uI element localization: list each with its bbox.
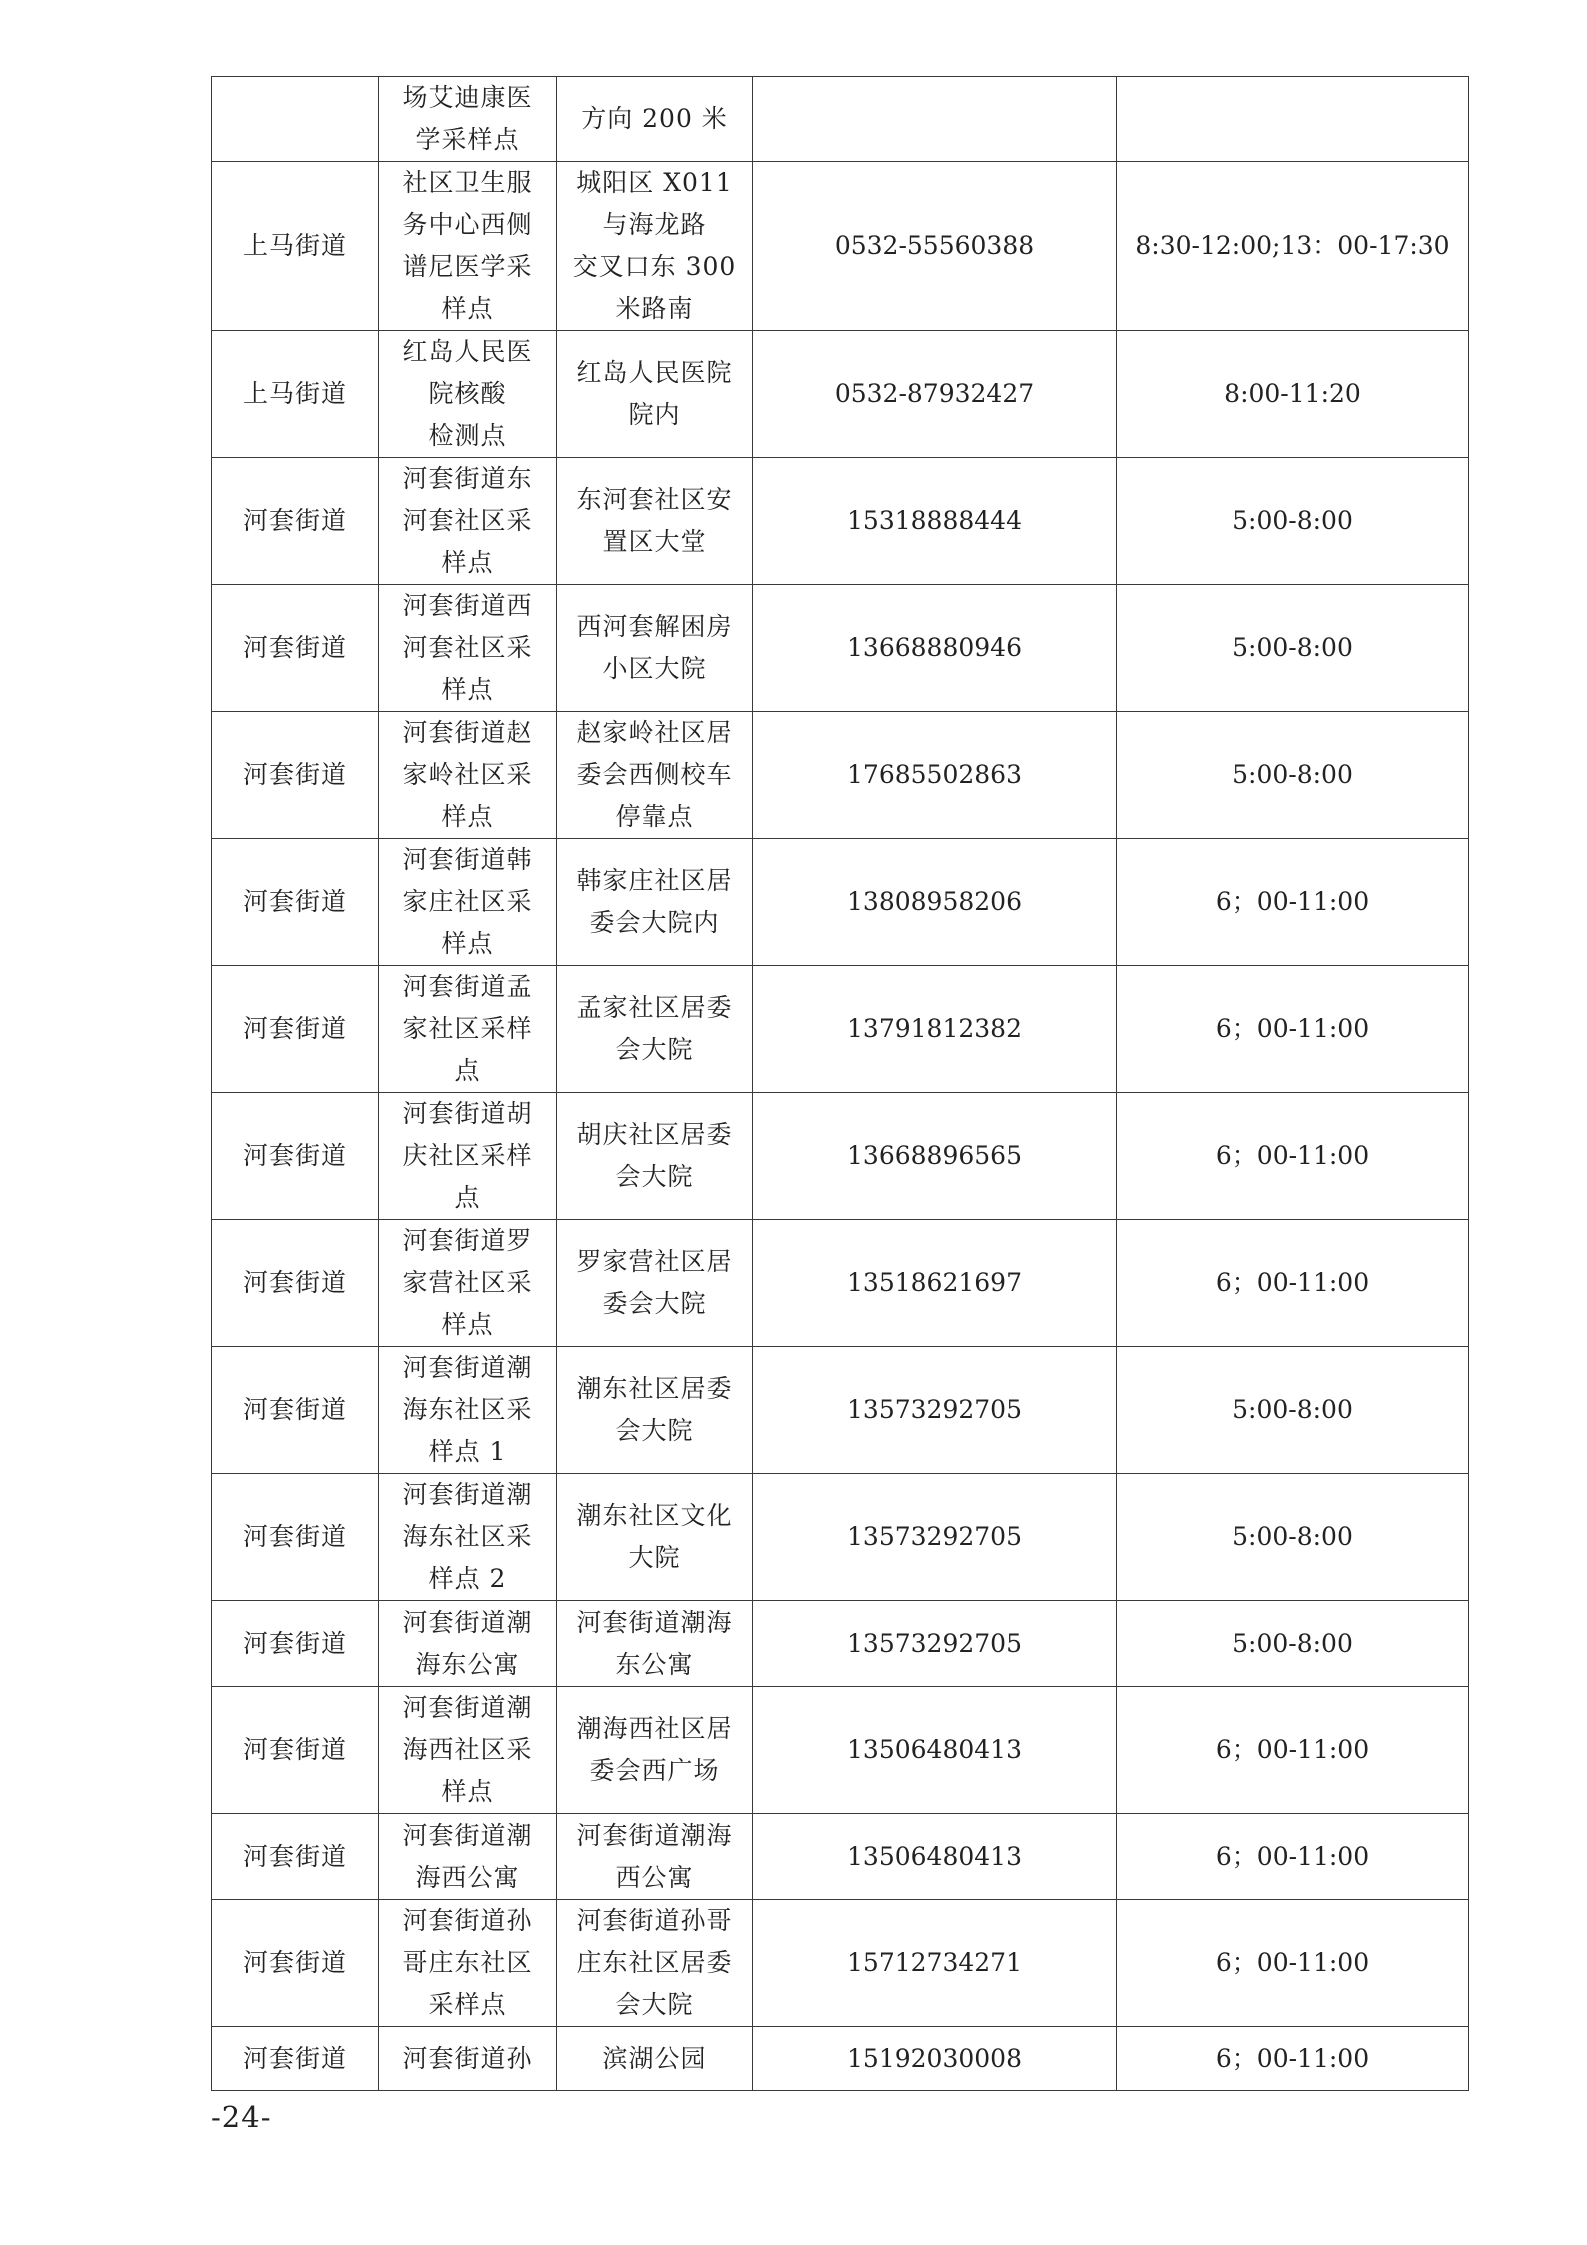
site-cell: 河套街道孙	[379, 2027, 557, 2091]
phone-cell: 13573292705	[753, 1474, 1117, 1601]
table-row	[212, 1814, 1469, 1900]
phone-cell: 13573292705	[753, 1601, 1117, 1687]
table-row	[212, 1900, 1469, 2027]
address-cell: 红岛人民医院 院内	[557, 331, 753, 458]
street-cell: 河套街道	[212, 1814, 379, 1900]
site-cell: 红岛人民医 院核酸 检测点	[379, 331, 557, 458]
table-row	[212, 1220, 1469, 1347]
street-cell: 河套街道	[212, 839, 379, 966]
phone-cell	[753, 77, 1117, 162]
phone-cell: 13808958206	[753, 839, 1117, 966]
address-cell: 潮东社区文化 大院	[557, 1474, 753, 1601]
site-cell: 河套街道孙 哥庄东社区 采样点	[379, 1900, 557, 2027]
phone-cell: 15712734271	[753, 1900, 1117, 2027]
hours-cell: 6；00-11:00	[1117, 2027, 1469, 2091]
address-cell: 方向 200 米	[557, 77, 753, 162]
address-cell: 赵家岭社区居 委会西侧校车 停靠点	[557, 712, 753, 839]
site-cell: 河套街道胡 庆社区采样 点	[379, 1093, 557, 1220]
street-cell: 河套街道	[212, 1900, 379, 2027]
site-cell: 河套街道潮 海东社区采 样点 1	[379, 1347, 557, 1474]
table-row	[212, 712, 1469, 839]
address-cell: 韩家庄社区居 委会大院内	[557, 839, 753, 966]
phone-cell: 13518621697	[753, 1220, 1117, 1347]
phone-cell: 15318888444	[753, 458, 1117, 585]
phone-cell: 0532-55560388	[753, 162, 1117, 331]
table-row	[212, 331, 1469, 458]
table-row	[212, 1347, 1469, 1474]
phone-cell: 15192030008	[753, 2027, 1117, 2091]
table-row	[212, 1687, 1469, 1814]
site-cell: 河套街道潮 海西社区采 样点	[379, 1687, 557, 1814]
table-row	[212, 1093, 1469, 1220]
table-row	[212, 458, 1469, 585]
hours-cell	[1117, 77, 1469, 162]
hours-cell: 5:00-8:00	[1117, 712, 1469, 839]
street-cell: 河套街道	[212, 585, 379, 712]
hours-cell: 6；00-11:00	[1117, 1220, 1469, 1347]
site-cell: 河套街道东 河套社区采 样点	[379, 458, 557, 585]
hours-cell: 6；00-11:00	[1117, 1687, 1469, 1814]
site-cell: 河套街道赵 家岭社区采 样点	[379, 712, 557, 839]
street-cell: 河套街道	[212, 2027, 379, 2091]
address-cell: 潮海西社区居 委会西广场	[557, 1687, 753, 1814]
site-cell: 河套街道潮 海东社区采 样点 2	[379, 1474, 557, 1601]
street-cell: 河套街道	[212, 1220, 379, 1347]
site-cell: 场艾迪康医 学采样点	[379, 77, 557, 162]
street-cell: 河套街道	[212, 1601, 379, 1687]
hours-cell: 6；00-11:00	[1117, 1900, 1469, 2027]
site-cell: 河套街道潮 海东公寓	[379, 1601, 557, 1687]
table-row	[212, 966, 1469, 1093]
hours-cell: 5:00-8:00	[1117, 1474, 1469, 1601]
table-body	[212, 77, 1469, 2091]
phone-cell: 13668896565	[753, 1093, 1117, 1220]
address-cell: 河套街道孙哥 庄东社区居委 会大院	[557, 1900, 753, 2027]
hours-cell: 5:00-8:00	[1117, 1601, 1469, 1687]
table-row	[212, 1474, 1469, 1601]
street-cell: 上马街道	[212, 162, 379, 331]
phone-cell: 13791812382	[753, 966, 1117, 1093]
hours-cell: 8:30-12:00;13：00-17:30	[1117, 162, 1469, 331]
address-cell: 潮东社区居委 会大院	[557, 1347, 753, 1474]
site-cell: 河套街道西 河套社区采 样点	[379, 585, 557, 712]
address-cell: 东河套社区安 置区大堂	[557, 458, 753, 585]
street-cell: 上马街道	[212, 331, 379, 458]
site-cell: 河套街道韩 家庄社区采 样点	[379, 839, 557, 966]
street-cell: 河套街道	[212, 712, 379, 839]
phone-cell: 0532-87932427	[753, 331, 1117, 458]
hours-cell: 6；00-11:00	[1117, 1093, 1469, 1220]
table-row	[212, 839, 1469, 966]
hours-cell: 5:00-8:00	[1117, 585, 1469, 712]
hours-cell: 5:00-8:00	[1117, 1347, 1469, 1474]
street-cell: 河套街道	[212, 1093, 379, 1220]
street-cell: 河套街道	[212, 1347, 379, 1474]
address-cell: 孟家社区居委 会大院	[557, 966, 753, 1093]
phone-cell: 17685502863	[753, 712, 1117, 839]
address-cell: 河套街道潮海 东公寓	[557, 1601, 753, 1687]
site-cell: 社区卫生服 务中心西侧 谱尼医学采 样点	[379, 162, 557, 331]
hours-cell: 8:00-11:20	[1117, 331, 1469, 458]
address-cell: 城阳区 X011 与海龙路 交叉口东 300 米路南	[557, 162, 753, 331]
table-row	[212, 77, 1469, 162]
site-cell: 河套街道潮 海西公寓	[379, 1814, 557, 1900]
hours-cell: 6；00-11:00	[1117, 839, 1469, 966]
address-cell: 胡庆社区居委 会大院	[557, 1093, 753, 1220]
address-cell: 罗家营社区居 委会大院	[557, 1220, 753, 1347]
page-number: -24-	[211, 2100, 272, 2134]
address-cell: 滨湖公园	[557, 2027, 753, 2091]
street-cell: 河套街道	[212, 1474, 379, 1601]
hours-cell: 6；00-11:00	[1117, 966, 1469, 1093]
table-row	[212, 585, 1469, 712]
street-cell: 河套街道	[212, 458, 379, 585]
street-cell: 河套街道	[212, 1687, 379, 1814]
sampling-sites-table	[211, 76, 1469, 2091]
address-cell: 河套街道潮海 西公寓	[557, 1814, 753, 1900]
hours-cell: 6；00-11:00	[1117, 1814, 1469, 1900]
hours-cell: 5:00-8:00	[1117, 458, 1469, 585]
address-cell: 西河套解困房 小区大院	[557, 585, 753, 712]
phone-cell: 13506480413	[753, 1687, 1117, 1814]
table-row	[212, 2027, 1469, 2091]
street-cell: 河套街道	[212, 966, 379, 1093]
phone-cell: 13668880946	[753, 585, 1117, 712]
site-cell: 河套街道罗 家营社区采 样点	[379, 1220, 557, 1347]
phone-cell: 13506480413	[753, 1814, 1117, 1900]
table-row	[212, 1601, 1469, 1687]
street-cell	[212, 77, 379, 162]
phone-cell: 13573292705	[753, 1347, 1117, 1474]
table-row	[212, 162, 1469, 331]
site-cell: 河套街道孟 家社区采样 点	[379, 966, 557, 1093]
